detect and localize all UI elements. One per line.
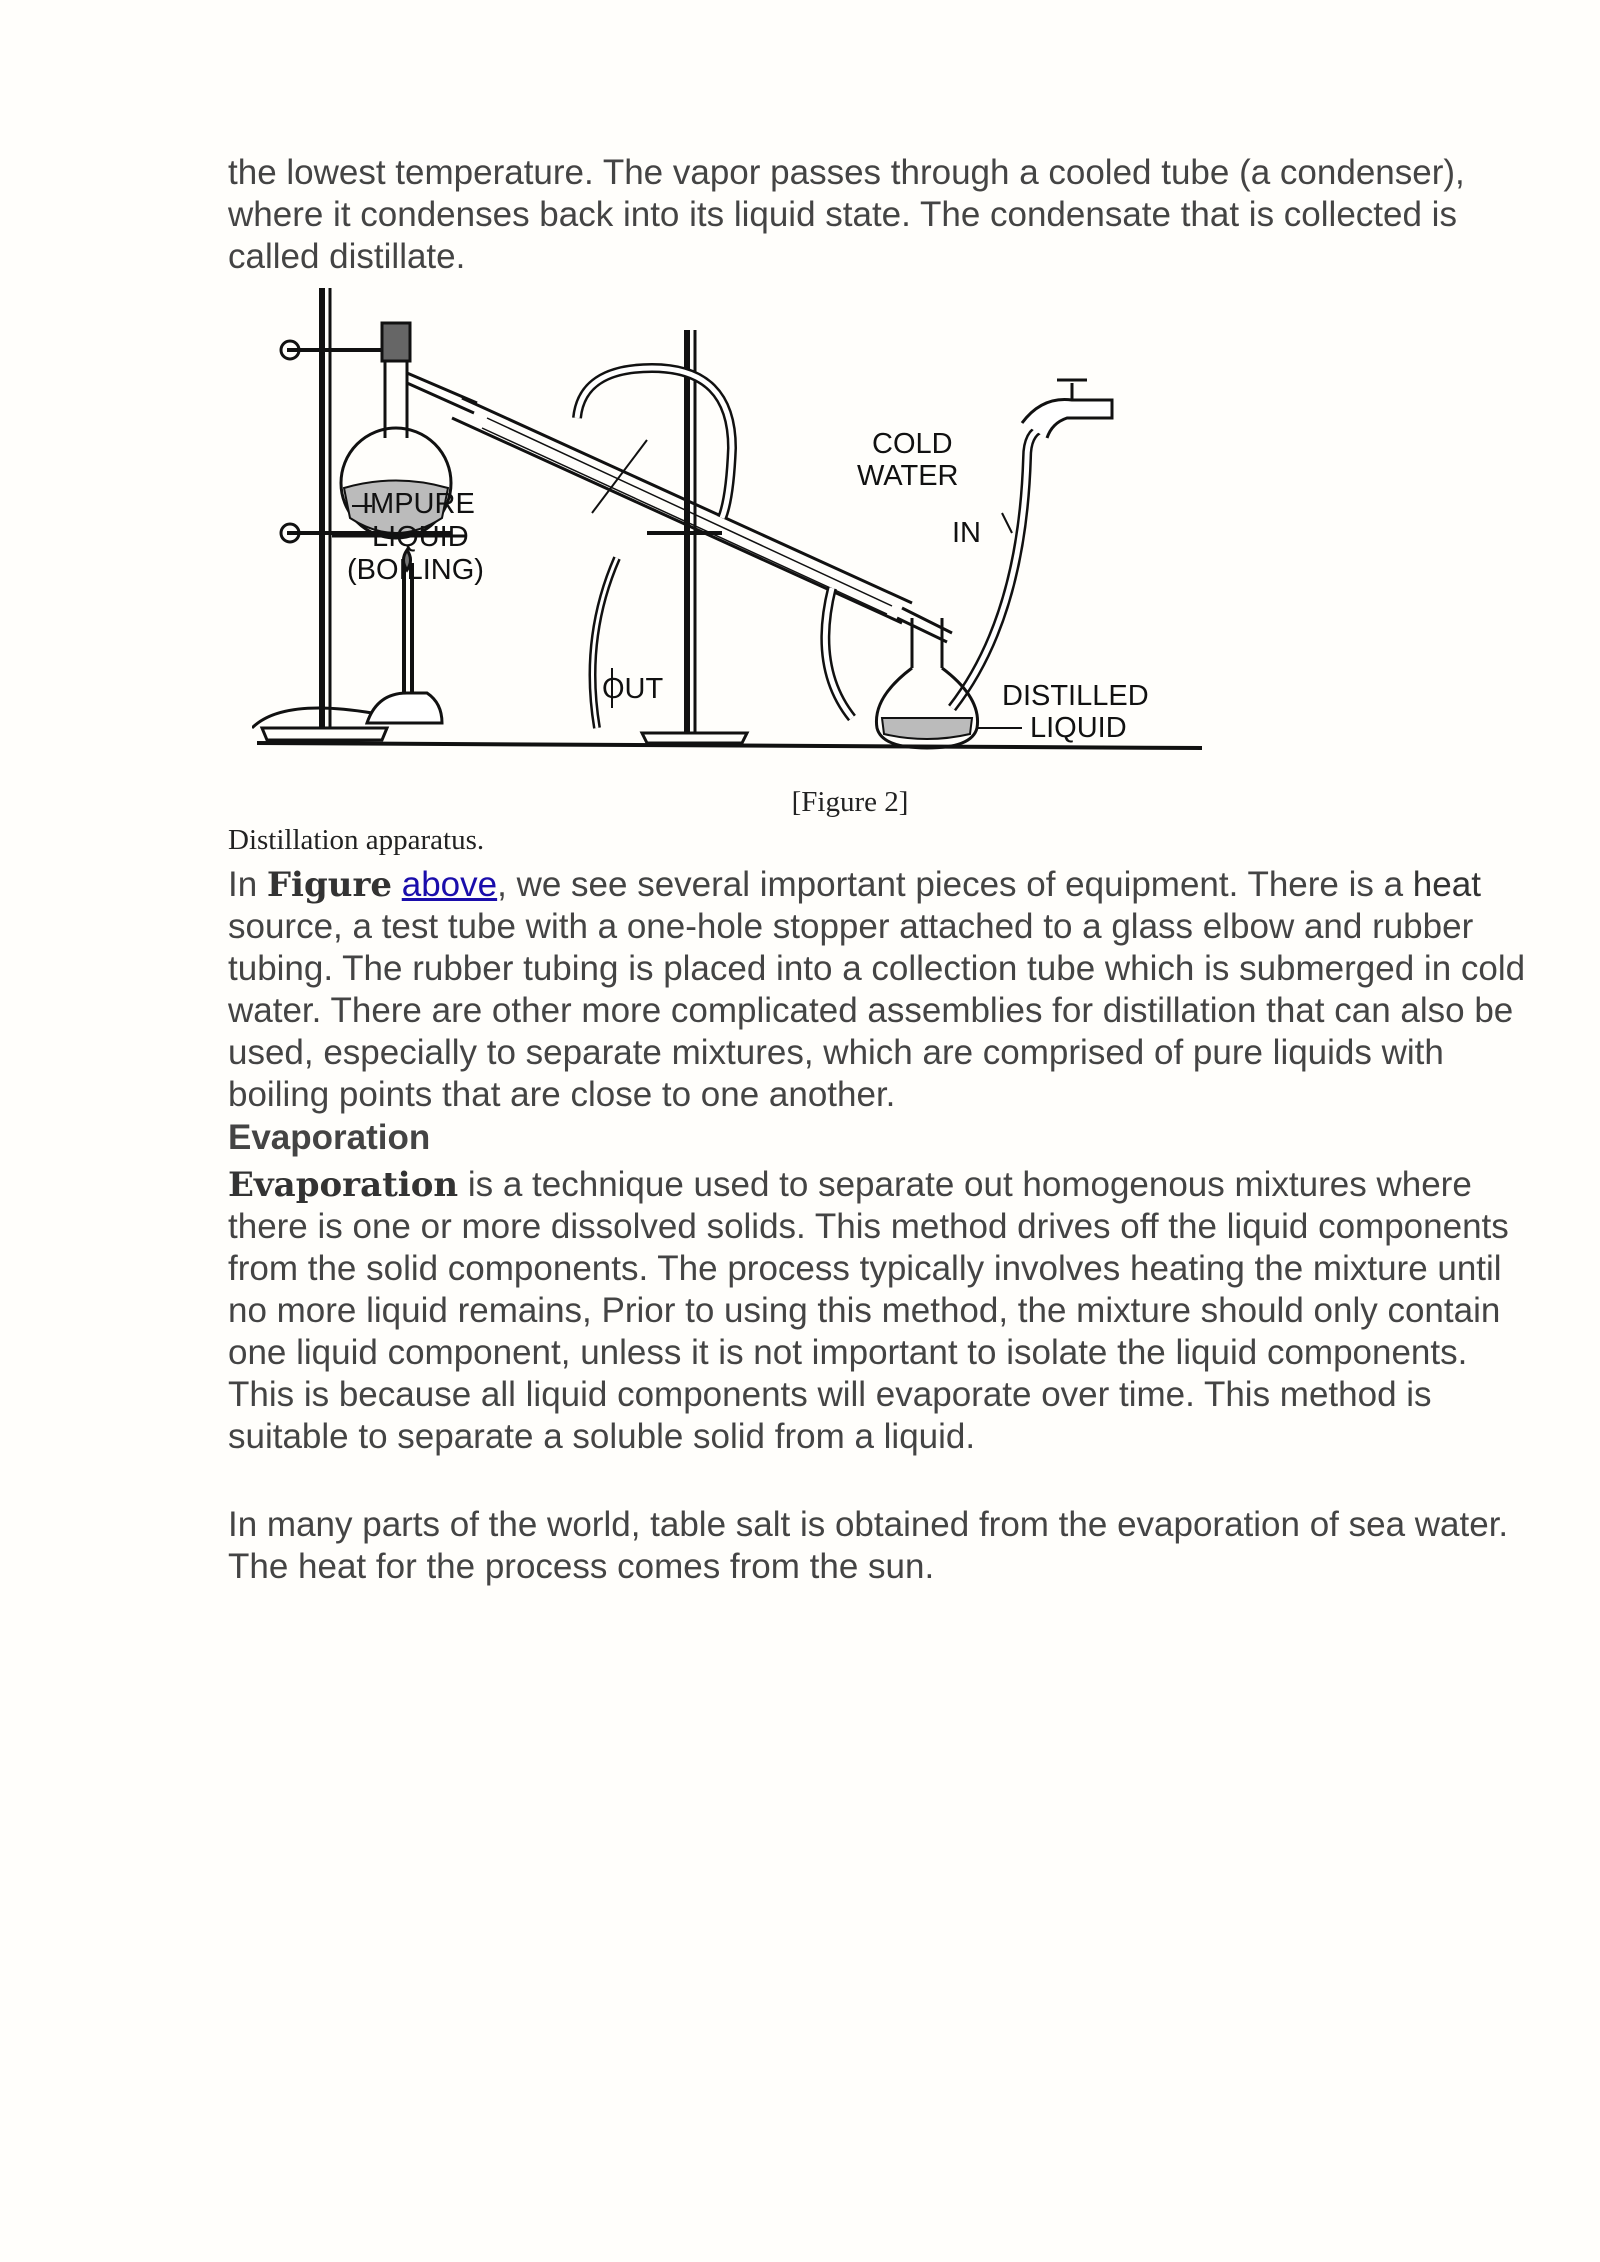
- figure-caption: [Figure 2]: [791, 786, 909, 818]
- distillation-figure: [252, 288, 1212, 758]
- heat-term: heat: [1412, 865, 1481, 904]
- paragraph-text: In: [228, 865, 267, 904]
- label-distilled-liquid: LIQUID: [1030, 712, 1127, 744]
- distillation-apparatus-illustration: [252, 288, 1212, 758]
- label-liquid: LIQUID: [372, 521, 469, 553]
- label-cold: COLD: [872, 428, 953, 460]
- label-distilled: DISTILLED: [1002, 680, 1149, 712]
- figure-description: Distillation apparatus.: [228, 824, 485, 856]
- bold-term-figure: Figure: [266, 865, 393, 905]
- evaporation-paragraph: [228, 1164, 1528, 1458]
- equipment-paragraph: [228, 864, 1528, 1116]
- bold-term-evaporation: Evaporation: [228, 1165, 459, 1205]
- section-heading-evaporation: Evaporation: [228, 1118, 431, 1157]
- label-boiling: (BOILING): [347, 554, 484, 586]
- paragraph-text: , we see several important pieces of equipment. There is a: [497, 865, 1413, 904]
- salt-paragraph: In many parts of the world, table salt is obtained from the evaporation of sea water. The heat for the process comes from the sun.: [228, 1505, 1509, 1586]
- label-impure: IMPURE: [362, 488, 475, 520]
- label-out: OUT: [602, 673, 664, 705]
- paragraph-text: source, a test tube with a one-hole stopper attached to a glass elbow and rubber tubing. The rubber tubing is placed into a collection tube which is submerged in cold water. There are other more complicated assemblies for distillation that can also be used, especially to separate mixtures, which are comprised of pure liquids with boiling points that are close to one another.: [228, 907, 1526, 1114]
- label-water: WATER: [857, 460, 959, 492]
- paragraph-text: is a technique used to separate out homogenous mixtures where there is one or more dissolved solids. This method drives off the liquid components from the solid components. The process typically involves heating the mixture until no more liquid remains, Prior to using this method, the mixture should only contain one liquid component, unless it is not important to isolate the liquid components. This is because all liquid components will evaporate over time. This method is suitable to separate a soluble solid from a liquid.: [228, 1165, 1509, 1456]
- paragraph-text: [392, 865, 402, 904]
- label-in: IN: [952, 517, 981, 549]
- above-link[interactable]: above: [401, 865, 498, 904]
- intro-paragraph: the lowest temperature. The vapor passes through a cooled tube (a condenser), where it condenses back into its liquid state. The condensate that is collected is called distillate.: [228, 153, 1465, 276]
